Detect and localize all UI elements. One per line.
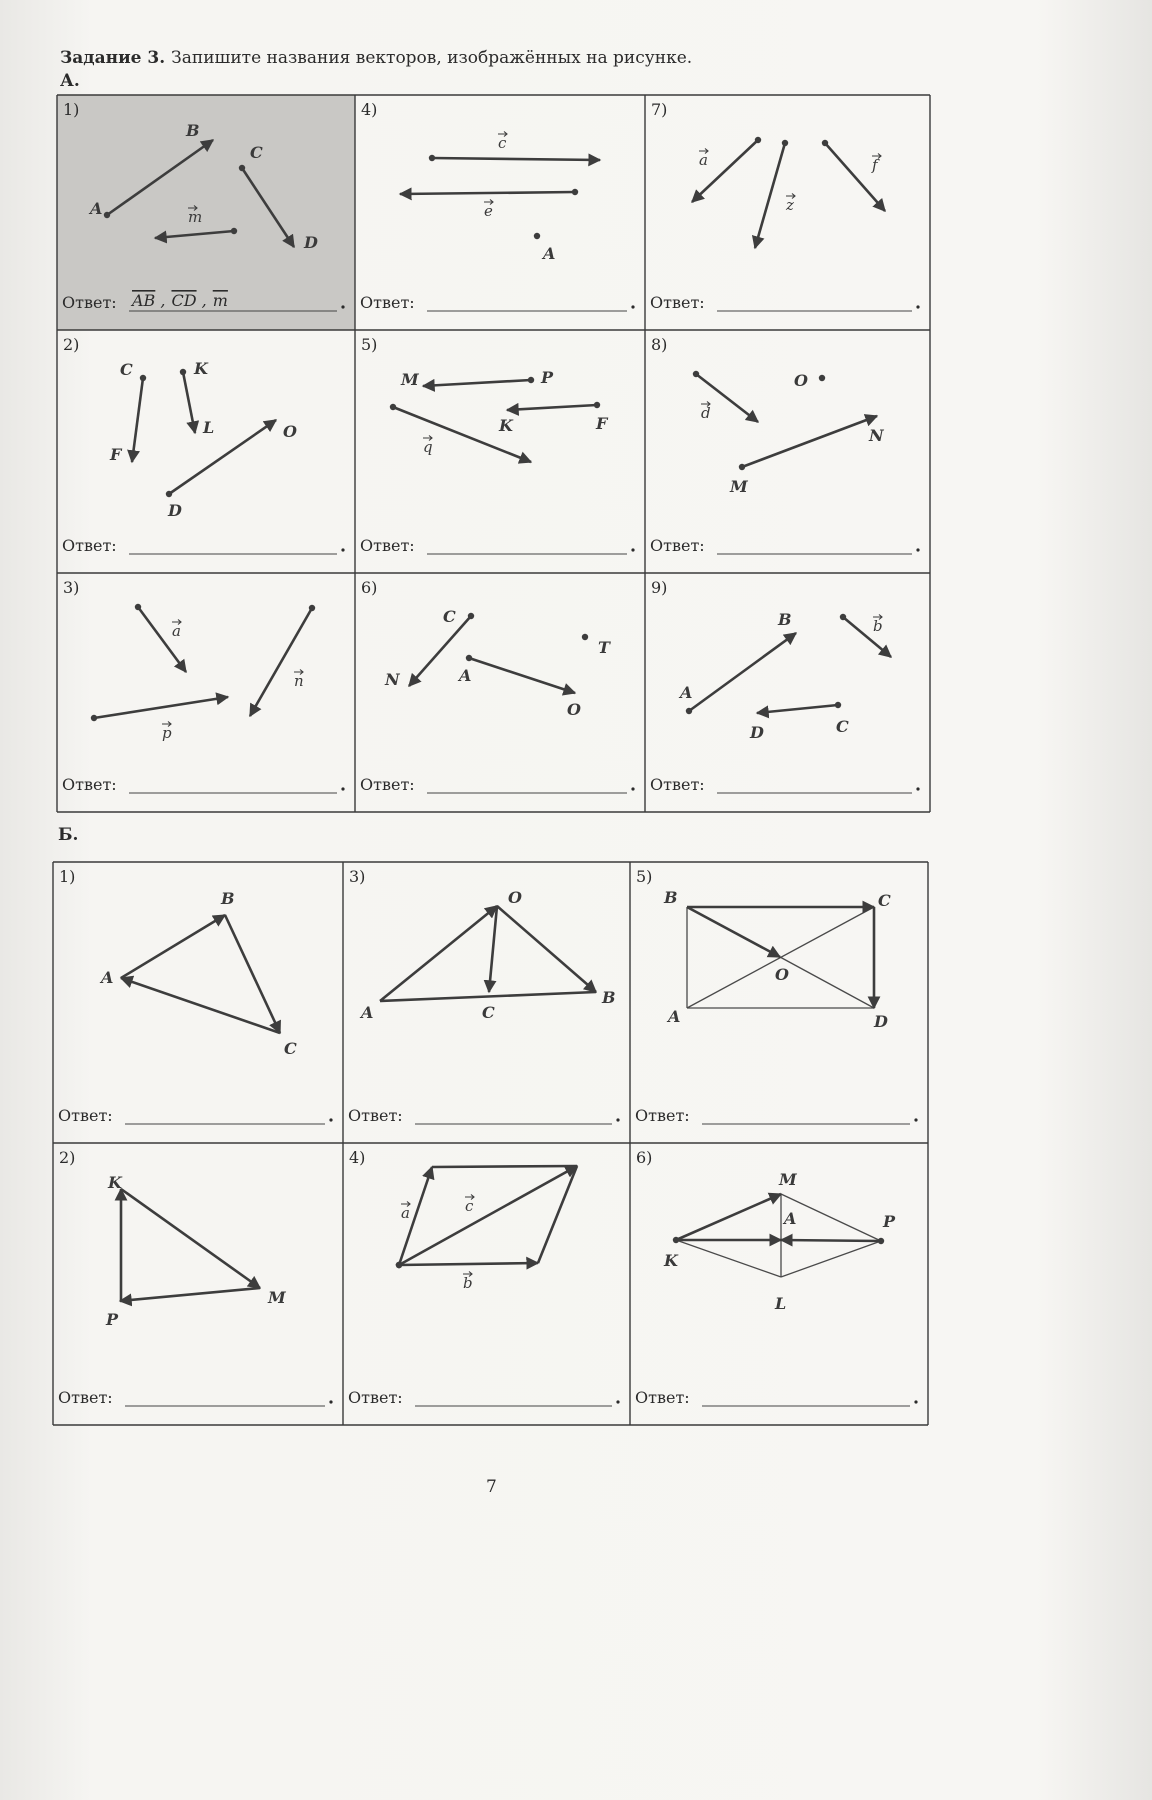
exercise-number: 4) bbox=[349, 1148, 366, 1167]
section-a-cell-6 bbox=[360, 578, 635, 794]
vector-arrow bbox=[225, 915, 280, 1033]
section-a-cell-7 bbox=[650, 100, 920, 312]
point-dot bbox=[572, 189, 578, 195]
section-a-cell-5 bbox=[360, 335, 635, 555]
answer-label: Ответ: bbox=[635, 1106, 690, 1125]
exercise-number: 2) bbox=[63, 335, 80, 354]
point-dot bbox=[739, 464, 745, 470]
vector-arrow bbox=[692, 140, 758, 202]
answer-label: Ответ: bbox=[58, 1106, 113, 1125]
point-label: O bbox=[567, 700, 581, 719]
point-dot bbox=[140, 375, 146, 381]
vector-arrow bbox=[169, 420, 276, 494]
exercise-number: 4) bbox=[361, 100, 378, 119]
vector-label: z bbox=[786, 196, 794, 214]
answer-period bbox=[916, 305, 919, 308]
vector-label: p bbox=[162, 724, 172, 742]
point-label: A bbox=[459, 666, 472, 685]
exercise-number: 6) bbox=[361, 578, 378, 597]
point-label: C bbox=[284, 1039, 297, 1058]
point-label: C bbox=[836, 717, 849, 736]
answer-period bbox=[341, 787, 344, 790]
point-label: C bbox=[878, 891, 891, 910]
answer-period bbox=[329, 1400, 332, 1403]
exercise-number: 8) bbox=[651, 335, 668, 354]
point-dot bbox=[528, 377, 534, 383]
answer-vector: AB bbox=[132, 291, 156, 310]
exercise-number: 3) bbox=[63, 578, 80, 597]
vector-arrow bbox=[121, 915, 225, 978]
point-dot bbox=[782, 140, 788, 146]
answer-label: Ответ: bbox=[360, 775, 415, 794]
point-dot bbox=[534, 233, 540, 239]
vector-arrow bbox=[781, 1240, 881, 1241]
point-label: K bbox=[194, 359, 208, 378]
point-dot bbox=[819, 375, 825, 381]
point-dot bbox=[166, 491, 172, 497]
point-label: P bbox=[541, 368, 554, 387]
point-label: B bbox=[186, 121, 200, 140]
point-dot bbox=[91, 715, 97, 721]
section-a-cell-4 bbox=[360, 100, 635, 312]
vector-arrow bbox=[399, 1166, 577, 1265]
point-dot bbox=[135, 604, 141, 610]
exercise-number: 5) bbox=[361, 335, 378, 354]
vector-arrow bbox=[757, 705, 838, 713]
segment-line bbox=[538, 1166, 577, 1263]
vector-arrow bbox=[507, 405, 597, 410]
answer-label: Ответ: bbox=[62, 536, 117, 555]
answer-separator: , bbox=[196, 291, 207, 310]
point-label: C bbox=[120, 360, 133, 379]
point-dot bbox=[822, 140, 828, 146]
section-b-cell-2 bbox=[58, 1148, 333, 1407]
point-label: A bbox=[784, 1209, 797, 1228]
section-b-cell-6 bbox=[635, 1148, 918, 1407]
answer-separator: , bbox=[155, 291, 166, 310]
section-a-cell-9 bbox=[650, 578, 920, 794]
vector-arrow bbox=[399, 1263, 538, 1265]
point-label: D bbox=[750, 723, 764, 742]
point-dot bbox=[309, 605, 315, 611]
vector-label: m bbox=[188, 208, 203, 226]
point-label: M bbox=[401, 370, 419, 389]
section-a-cell-8 bbox=[650, 335, 920, 555]
point-dot bbox=[686, 708, 692, 714]
answer-period bbox=[341, 305, 344, 308]
answer-label: Ответ: bbox=[62, 293, 117, 312]
vector-arrow bbox=[380, 906, 497, 1001]
answer-period bbox=[916, 548, 919, 551]
point-label: L bbox=[203, 418, 215, 437]
exercise-number: 1) bbox=[59, 867, 76, 886]
vector-label: d bbox=[701, 404, 711, 422]
point-label: A bbox=[101, 968, 114, 987]
exercise-number: 9) bbox=[651, 578, 668, 597]
point-label: K bbox=[108, 1173, 122, 1192]
vector-arrow bbox=[825, 143, 885, 211]
vector-label: a bbox=[172, 622, 181, 640]
answer-label: Ответ: bbox=[635, 1388, 690, 1407]
point-dot bbox=[231, 228, 237, 234]
exercise-number: 3) bbox=[349, 867, 366, 886]
point-label: O bbox=[283, 422, 297, 441]
answer-vector: CD bbox=[171, 291, 197, 310]
answer-period bbox=[631, 305, 634, 308]
vector-label: b bbox=[463, 1274, 473, 1292]
answer-label: Ответ: bbox=[348, 1388, 403, 1407]
answer-period bbox=[616, 1118, 619, 1121]
vector-label: c bbox=[498, 134, 507, 152]
vector-arrow bbox=[687, 907, 780, 957]
point-label: O bbox=[775, 965, 789, 984]
point-label: C bbox=[250, 143, 263, 162]
vector-arrow bbox=[689, 633, 796, 711]
segment-line bbox=[432, 1166, 577, 1167]
point-dot bbox=[239, 165, 245, 171]
vector-arrow bbox=[843, 617, 891, 657]
vector-arrow bbox=[121, 978, 280, 1033]
vector-arrow bbox=[400, 192, 575, 194]
section-a-cell-2 bbox=[62, 335, 345, 555]
point-label: A bbox=[668, 1007, 681, 1026]
point-dot bbox=[693, 371, 699, 377]
exercise-number: 1) bbox=[63, 100, 80, 119]
answer-period bbox=[631, 787, 634, 790]
vector-label: f bbox=[872, 156, 878, 174]
answer-label: Ответ: bbox=[360, 536, 415, 555]
vector-arrow bbox=[121, 1189, 260, 1288]
point-dot bbox=[755, 137, 761, 143]
point-label: N bbox=[385, 670, 400, 689]
point-label: B bbox=[778, 610, 792, 629]
point-label: P bbox=[883, 1212, 896, 1231]
vector-arrow bbox=[120, 1288, 260, 1301]
answer-period bbox=[914, 1118, 917, 1121]
vector-arrow bbox=[250, 608, 312, 716]
vector-arrow bbox=[469, 658, 575, 693]
segment-line bbox=[380, 992, 596, 1001]
vector-arrow bbox=[423, 380, 531, 386]
section-b-heading: Б. bbox=[58, 825, 79, 845]
answer-label: Ответ: bbox=[62, 775, 117, 794]
point-dot bbox=[390, 404, 396, 410]
point-label: C bbox=[482, 1003, 495, 1022]
vector-arrow bbox=[497, 906, 596, 992]
task-instruction: Запишите названия векторов, изображённых на рисунке. bbox=[171, 48, 693, 68]
answer-label: Ответ: bbox=[650, 775, 705, 794]
point-label: C bbox=[443, 607, 456, 626]
point-label: K bbox=[664, 1251, 678, 1270]
example-answer bbox=[130, 291, 228, 310]
vector-arrow bbox=[432, 158, 600, 160]
point-dot bbox=[835, 702, 841, 708]
answer-period bbox=[631, 548, 634, 551]
point-label: F bbox=[110, 445, 122, 464]
vector-label: e bbox=[484, 202, 493, 220]
point-dot bbox=[840, 614, 846, 620]
point-dot bbox=[396, 1262, 402, 1268]
vector-label: q bbox=[423, 438, 433, 456]
page-number: 7 bbox=[486, 1477, 497, 1497]
point-dot bbox=[594, 402, 600, 408]
point-label: D bbox=[874, 1012, 888, 1031]
segment-line bbox=[676, 1240, 781, 1277]
exercise-number: 5) bbox=[636, 867, 653, 886]
answer-period bbox=[914, 1400, 917, 1403]
answer-label: Ответ: bbox=[58, 1388, 113, 1407]
task-number: Задание 3. bbox=[60, 48, 166, 68]
point-label: A bbox=[543, 244, 556, 263]
answer-label: Ответ: bbox=[650, 293, 705, 312]
point-label: A bbox=[361, 1003, 374, 1022]
point-label: B bbox=[221, 889, 235, 908]
vector-arrow bbox=[94, 697, 228, 718]
vector-arrow bbox=[489, 906, 497, 992]
point-label: O bbox=[508, 888, 522, 907]
segment-line bbox=[780, 957, 874, 1008]
vector-label: b bbox=[873, 617, 883, 635]
vector-arrow bbox=[742, 416, 877, 467]
point-dot bbox=[468, 613, 474, 619]
exercise-number: 6) bbox=[636, 1148, 653, 1167]
vector-label: a bbox=[699, 151, 708, 169]
answer-label: Ответ: bbox=[360, 293, 415, 312]
point-dot bbox=[878, 1238, 884, 1244]
segment-line bbox=[781, 1241, 881, 1277]
point-label: M bbox=[268, 1288, 286, 1307]
point-label: O bbox=[794, 371, 808, 390]
section-b-cell-4 bbox=[348, 1148, 620, 1407]
vector-arrow bbox=[132, 378, 143, 462]
point-label: A bbox=[680, 683, 693, 702]
answer-vector: m bbox=[212, 291, 228, 310]
point-dot bbox=[466, 655, 472, 661]
point-dot bbox=[429, 155, 435, 161]
point-label: A bbox=[90, 199, 103, 218]
section-a-cell-3 bbox=[62, 578, 345, 794]
section-b-grid bbox=[53, 862, 928, 1425]
exercise-number: 7) bbox=[651, 100, 668, 119]
point-label: T bbox=[598, 638, 610, 657]
vector-label: c bbox=[465, 1197, 474, 1215]
point-label: M bbox=[730, 477, 748, 496]
point-label: K bbox=[499, 416, 513, 435]
section-a-heading: А. bbox=[60, 71, 80, 91]
answer-period bbox=[329, 1118, 332, 1121]
answer-period bbox=[341, 548, 344, 551]
section-b-cell-1 bbox=[58, 867, 333, 1125]
point-label: B bbox=[602, 988, 616, 1007]
section-b-cell-5 bbox=[635, 867, 918, 1125]
point-label: M bbox=[779, 1170, 797, 1189]
point-label: N bbox=[869, 426, 884, 445]
point-label: F bbox=[596, 414, 608, 433]
answer-label: Ответ: bbox=[650, 536, 705, 555]
vector-arrow bbox=[676, 1194, 781, 1240]
point-label: L bbox=[775, 1294, 787, 1313]
vector-label: n bbox=[294, 672, 304, 690]
task-title bbox=[60, 48, 692, 68]
point-label: B bbox=[664, 888, 678, 907]
answer-period bbox=[916, 787, 919, 790]
point-dot bbox=[180, 369, 186, 375]
point-label: P bbox=[106, 1310, 119, 1329]
vector-label: a bbox=[401, 1204, 410, 1222]
vector-arrow bbox=[183, 372, 195, 433]
point-dot bbox=[582, 634, 588, 640]
vector-arrow bbox=[755, 143, 785, 248]
exercise-number: 2) bbox=[59, 1148, 76, 1167]
section-b-cell-3 bbox=[348, 867, 620, 1125]
answer-label: Ответ: bbox=[348, 1106, 403, 1125]
answer-period bbox=[616, 1400, 619, 1403]
point-label: D bbox=[304, 233, 318, 252]
point-dot bbox=[104, 212, 110, 218]
point-label: D bbox=[168, 501, 182, 520]
